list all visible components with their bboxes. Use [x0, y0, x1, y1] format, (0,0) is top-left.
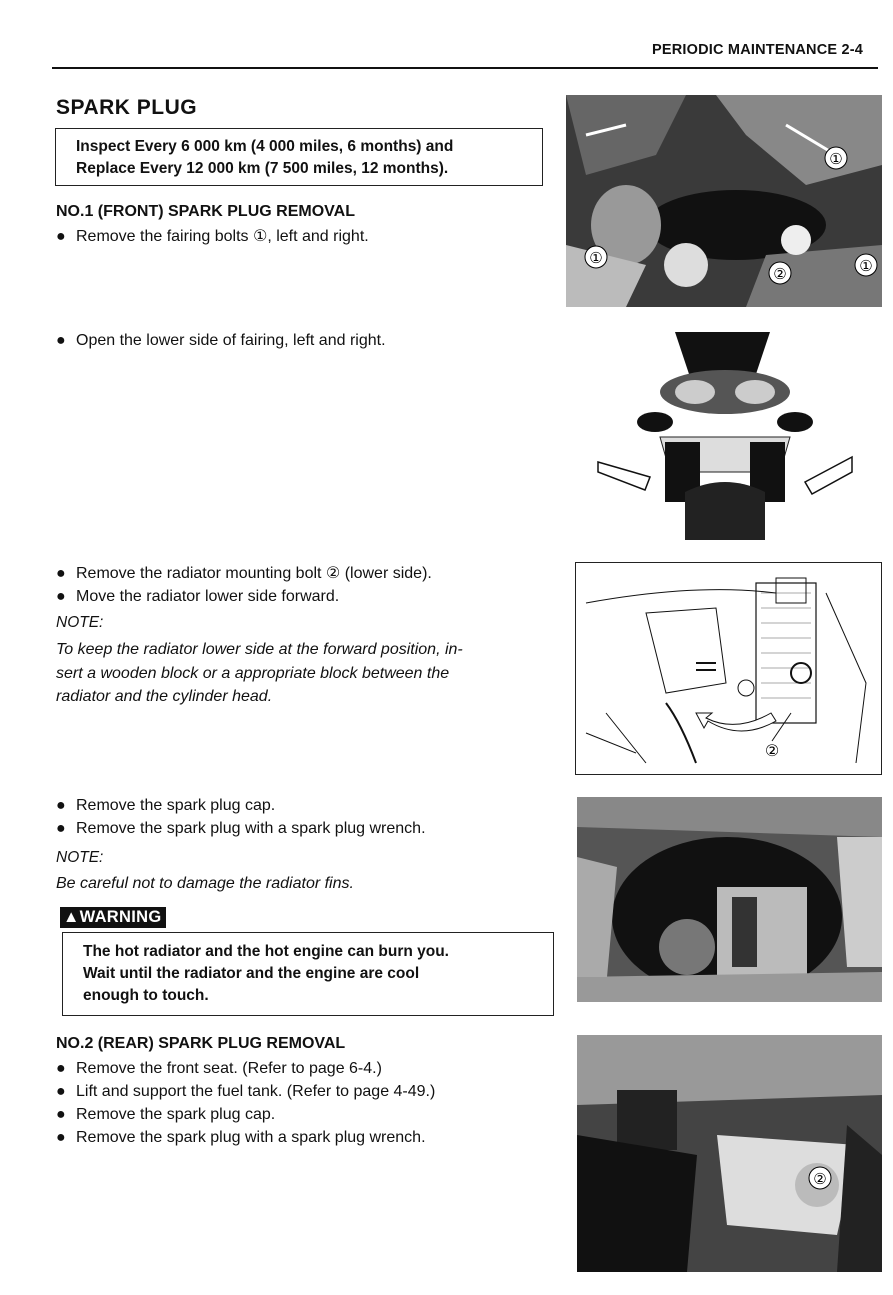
front-step-3: ● Remove the radiator mounting bolt ② (lower side).: [56, 563, 432, 586]
rear-step-4: ● Remove the spark plug with a spark plug wrench.: [56, 1127, 426, 1150]
rear-step-1: ● Remove the front seat. (Refer to page 6-4.): [56, 1058, 382, 1081]
bullet: ●: [56, 1083, 66, 1100]
bullet: ●: [56, 332, 66, 349]
fig1-label-d: ②: [773, 265, 787, 283]
warning-line-2: Wait until the radiator and the engine are cool: [83, 965, 420, 982]
front-step-1: ● Remove the fairing bolts ①, left and right.: [56, 226, 369, 249]
warning-badge: ▲WARNING: [60, 907, 166, 928]
rear-step-3: ● Remove the spark plug cap.: [56, 1104, 275, 1127]
bullet: ●: [56, 1106, 66, 1123]
note2-text: Be careful not to damage the radiator fins.: [56, 875, 354, 892]
figure-fairing-open: [590, 322, 860, 540]
note-label: NOTE:: [56, 614, 104, 631]
warning-line-3: enough to touch.: [83, 987, 209, 1004]
inspect-line-2: Replace Every 12 000 km (7 500 miles, 12 months).: [76, 160, 449, 177]
warning-line-1: The hot radiator and the hot engine can burn you.: [83, 943, 449, 960]
fig1-label-c: ①: [859, 257, 873, 275]
rear-step-2: ● Lift and support the fuel tank. (Refer to page 4-49.): [56, 1081, 435, 1104]
bullet: ●: [56, 228, 66, 245]
bullet: ●: [56, 588, 66, 605]
front-step-6: ● Remove the spark plug with a spark plug wrench.: [56, 818, 426, 841]
fig1-label-a: ①: [829, 150, 843, 168]
header-rule: [52, 67, 878, 69]
page-header: PERIODIC MAINTENANCE 2-4: [652, 42, 864, 58]
note-text: To keep the radiator lower side at the forward position, in- sert a wooden block or a appropriate block between the radiator and the cylinder head.: [56, 641, 463, 705]
fig3-label: ②: [764, 741, 780, 760]
figure-radiator-drawing: [575, 562, 882, 775]
fig1-label-b: ①: [589, 249, 603, 267]
inspect-line-1: Inspect Every 6 000 km (4 000 miles, 6 months) and: [76, 138, 454, 155]
section-title: SPARK PLUG: [56, 96, 198, 119]
bullet: ●: [56, 797, 66, 814]
note2-label: NOTE:: [56, 849, 104, 866]
fig5-label: ②: [813, 1170, 827, 1188]
bullet: ●: [56, 820, 66, 837]
bullet: ●: [56, 565, 66, 582]
bullet: ●: [56, 1129, 66, 1146]
inspect-box: [55, 128, 543, 186]
front-step-5: ● Remove the spark plug cap.: [56, 795, 275, 818]
front-step-4: ● Move the radiator lower side forward.: [56, 586, 339, 609]
bullet: ●: [56, 1060, 66, 1077]
warning-box: [62, 932, 554, 1016]
figure-spark-plug-rear: [577, 1035, 882, 1272]
front-step-2: ● Open the lower side of fairing, left and right.: [56, 330, 386, 353]
figure-spark-plug-front: [577, 797, 882, 1002]
figure-fairing-bolts: [566, 95, 882, 307]
front-heading: NO.1 (FRONT) SPARK PLUG REMOVAL: [56, 203, 355, 220]
rear-heading: NO.2 (REAR) SPARK PLUG REMOVAL: [56, 1035, 346, 1052]
